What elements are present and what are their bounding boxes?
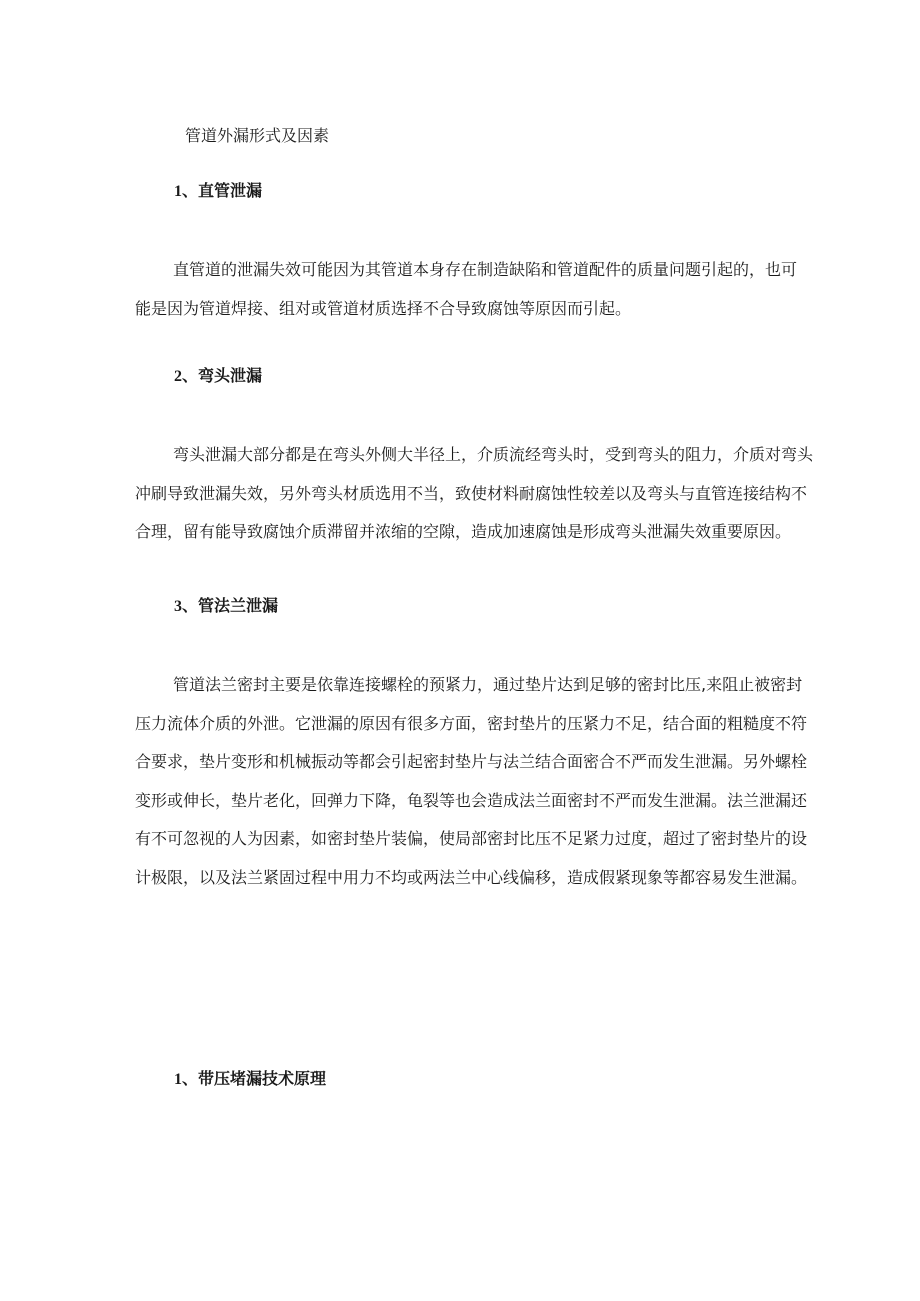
paragraph-line: 计极限，以及法兰紧固过程中用力不均或两法兰中心线偏移，造成假紧现象等都容易发生泄漏。 bbox=[135, 867, 808, 887]
section-number: 1、 bbox=[174, 1071, 199, 1088]
section-heading-text: 管法兰泄漏 bbox=[198, 596, 279, 615]
document-title: 管道外漏形式及因素 bbox=[185, 126, 330, 145]
paragraph-line: 直管道的泄漏失效可能因为其管道本身存在制造缺陷和管道配件的质量问题引起的，也可 bbox=[173, 260, 798, 279]
section-heading-text: 直管泄漏 bbox=[198, 181, 263, 200]
section-heading-elbow bbox=[174, 364, 262, 389]
section-heading-text: 弯头泄漏 bbox=[198, 366, 263, 385]
section-paragraph-elbow bbox=[135, 436, 814, 552]
paragraph-line: 合要求，垫片变形和机械振动等都会引起密封垫片与法兰结合面密合不严而发生泄漏。另外螺栓 bbox=[135, 752, 808, 771]
section-number: 3、 bbox=[174, 598, 199, 615]
paragraph-line: 弯头泄漏大部分都是在弯头外侧大半径上，介质流经弯头时，受到弯头的阻力，介质对弯头 bbox=[173, 445, 814, 464]
section-number: 1、 bbox=[174, 183, 199, 200]
paragraph-line: 能是因为管道焊接、组对或管道材质选择不合导致腐蚀等原因而引起。 bbox=[135, 298, 632, 318]
paragraph-line: 压力流体介质的外泄。它泄漏的原因有很多方面，密封垫片的压紧力不足，结合面的粗糙度不符 bbox=[135, 713, 808, 733]
section-heading-pressure-sealing bbox=[174, 1067, 326, 1092]
paragraph-line: 有不可忽视的人为因素，如密封垫片装偏，使局部密封比压不足紧力过度，超过了密封垫片的设 bbox=[135, 829, 808, 848]
section-heading-text: 带压堵漏技术原理 bbox=[198, 1069, 327, 1088]
section-paragraph-straight-pipe bbox=[135, 251, 798, 328]
section-paragraph-flange bbox=[135, 666, 808, 897]
paragraph-line: 合理，留有能导致腐蚀介质滞留并浓缩的空隙，造成加速腐蚀是形成弯头泄漏失效重要原因。 bbox=[135, 522, 792, 541]
section-heading-flange bbox=[174, 594, 278, 619]
paragraph-line: 变形或伸长，垫片老化，回弹力下降，龟裂等也会造成法兰面密封不严而发生泄漏。法兰泄漏还 bbox=[135, 790, 808, 810]
section-number: 2、 bbox=[174, 368, 199, 385]
paragraph-line: 管道法兰密封主要是依靠连接螺栓的预紧力，通过垫片达到足够的密封比压,来阻止被密封 bbox=[173, 675, 803, 694]
section-heading-straight-pipe bbox=[174, 179, 262, 204]
paragraph-line: 冲刷导致泄漏失效，另外弯头材质选用不当，致使材料耐腐蚀性较差以及弯头与直管连接结构不 bbox=[135, 483, 808, 503]
